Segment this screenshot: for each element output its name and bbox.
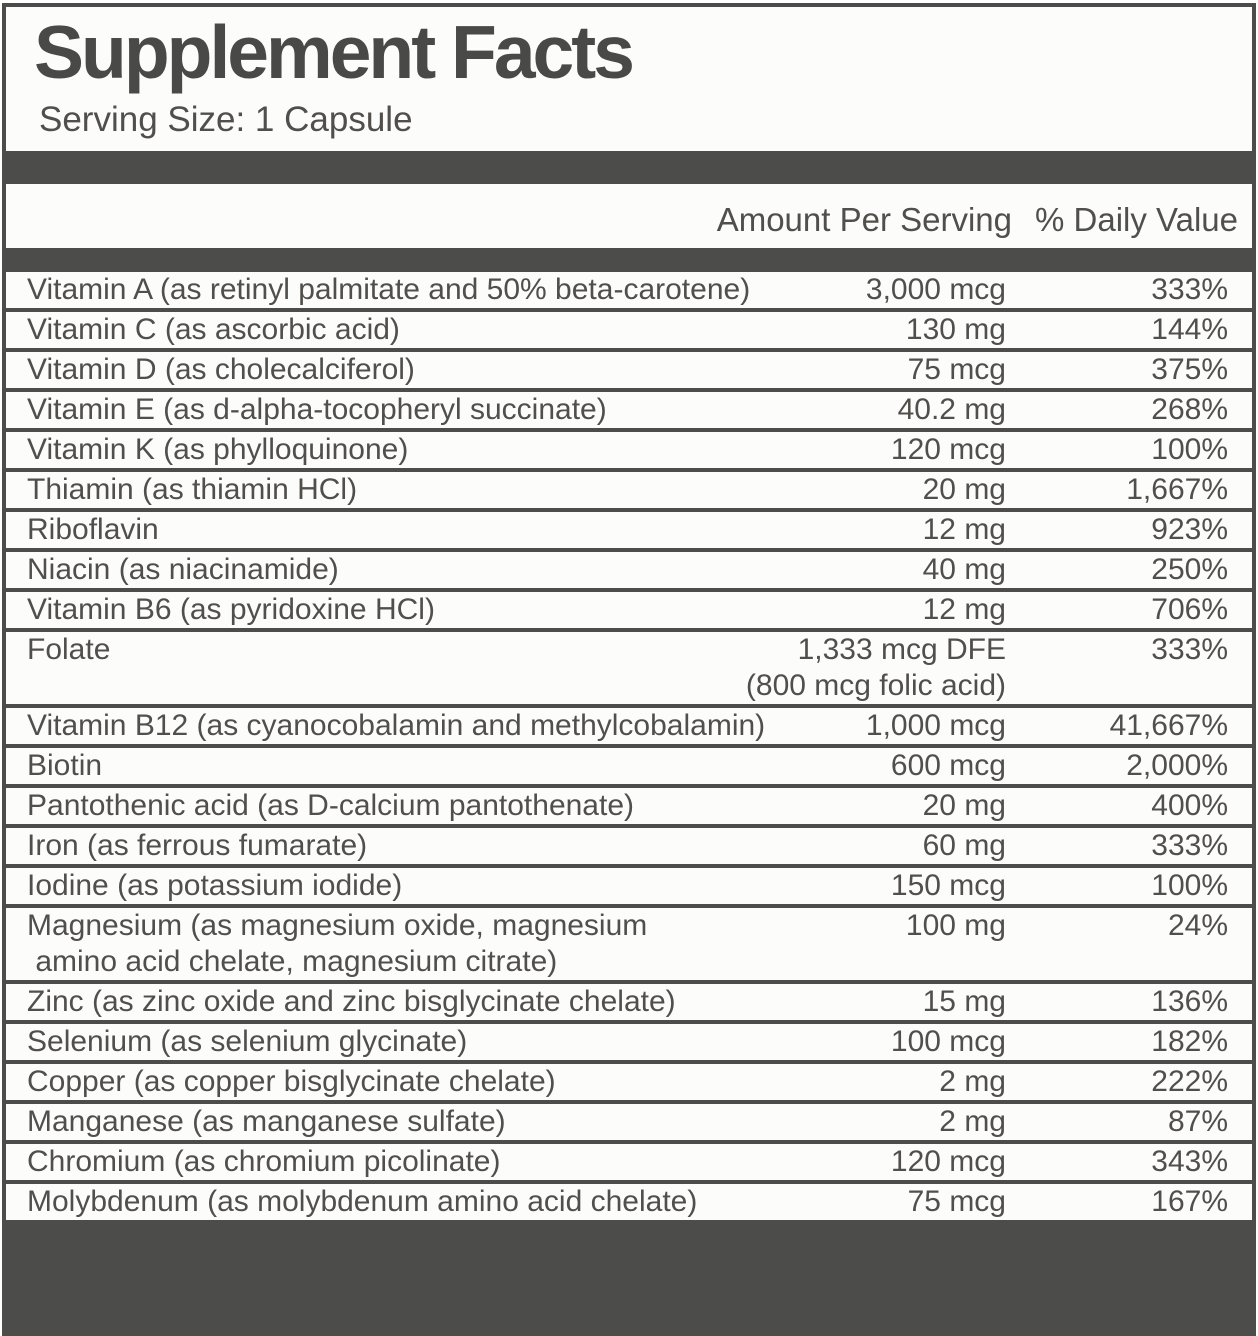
nutrient-amount (939, 1064, 1006, 1100)
nutrient-daily-value: 182% (1151, 1025, 1228, 1058)
nutrient-name: Magnesium (as magnesium oxide, magnesium (27, 909, 648, 942)
column-header-amount: Amount Per Serving (716, 201, 1012, 238)
nutrient-name: Copper (as copper bisglycinate chelate) (27, 1065, 556, 1098)
table-row (6, 1144, 1252, 1180)
nutrient-amount (891, 1144, 1006, 1180)
nutrient-amount-value: 600 mcg (890, 749, 1006, 782)
table-row (6, 392, 1252, 428)
nutrient-daily-value: 100% (1151, 869, 1228, 902)
nutrient-amount-value: 2 mg (939, 1065, 1006, 1098)
nutrient-name: Manganese (as manganese sulfate) (27, 1105, 506, 1138)
nutrient-amount (898, 392, 1006, 428)
nutrient-amount (866, 708, 1006, 744)
nutrient-daily-value: 375% (1151, 353, 1228, 386)
nutrient-name: Vitamin A (as retinyl palmitate and 50% beta-carotene) (27, 273, 751, 306)
nutrient-amount (923, 512, 1006, 548)
nutrient-amount-value: 75 mcg (907, 353, 1006, 386)
nutrient-amount (746, 632, 1006, 704)
nutrient-daily-value: 167% (1151, 1185, 1228, 1218)
nutrient-daily-value: 100% (1151, 433, 1228, 466)
nutrient-daily-value: 333% (1151, 273, 1228, 306)
nutrient-daily-value: 144% (1151, 313, 1228, 346)
nutrient-amount (891, 432, 1006, 468)
nutrient-daily-value: 41,667% (1109, 709, 1228, 742)
table-row (6, 1064, 1252, 1100)
nutrient-amount-value: 20 mg (922, 789, 1006, 822)
nutrient-name: Pantothenic acid (as D-calcium pantothenate) (27, 789, 635, 822)
table-row (6, 984, 1252, 1020)
nutrient-name: Iron (as ferrous fumarate) (27, 829, 368, 862)
table-row (6, 552, 1252, 588)
nutrient-amount-value: 1,000 mcg (865, 709, 1006, 742)
nutrient-name: Vitamin E (as d-alpha-tocopheryl succinate) (27, 393, 607, 426)
nutrient-name: Riboflavin (27, 513, 159, 546)
nutrient-amount (891, 748, 1006, 784)
nutrient-amount (923, 472, 1006, 508)
table-row (6, 1024, 1252, 1060)
nutrient-daily-value: 333% (1151, 829, 1228, 862)
bottom-band (2, 1220, 1256, 1336)
nutrient-name: Chromium (as chromium picolinate) (27, 1145, 501, 1178)
nutrient-daily-value: 343% (1151, 1145, 1228, 1178)
table-row (6, 272, 1252, 308)
table-row (6, 432, 1252, 468)
nutrient-amount (923, 552, 1006, 588)
nutrient-name: Vitamin C (as ascorbic acid) (27, 313, 400, 346)
nutrient-amount (908, 352, 1006, 388)
nutrient-amount-value: 120 mcg (890, 1145, 1006, 1178)
divider-band-header (6, 248, 1252, 272)
nutrient-amount-value: 100 mcg (890, 1025, 1006, 1058)
nutrient-daily-value: 1,667% (1126, 473, 1228, 506)
nutrient-daily-value: 24% (1167, 909, 1228, 942)
nutrient-amount-line2: (800 mcg folic acid) (745, 669, 1006, 702)
nutrient-amount (891, 1024, 1006, 1060)
nutrient-daily-value: 2,000% (1126, 749, 1228, 782)
table-row (6, 1104, 1252, 1140)
nutrient-name-line2: amino acid chelate, magnesium citrate) (27, 945, 558, 978)
table-row (6, 472, 1252, 508)
nutrient-amount-value: 1,333 mcg DFE (797, 633, 1006, 666)
nutrient-amount-value: 60 mg (922, 829, 1006, 862)
nutrient-amount-value: 120 mcg (890, 433, 1006, 466)
nutrient-amount (906, 312, 1006, 348)
nutrient-name: Molybdenum (as molybdenum amino acid chelate) (27, 1185, 698, 1218)
table-row (6, 352, 1252, 388)
nutrient-amount-value: 12 mg (922, 593, 1006, 626)
nutrient-daily-value: 136% (1151, 985, 1228, 1018)
nutrient-amount-value: 150 mcg (890, 869, 1006, 902)
nutrient-name: Vitamin K (as phylloquinone) (27, 433, 409, 466)
table-row (6, 312, 1252, 348)
nutrient-name: Thiamin (as thiamin HCl) (27, 473, 358, 506)
nutrient-name: Vitamin B6 (as pyridoxine HCl) (27, 593, 435, 626)
nutrient-name: Zinc (as zinc oxide and zinc bisglycinate chelate) (27, 985, 676, 1018)
table-row (6, 828, 1252, 864)
nutrient-name: Niacin (as niacinamide) (27, 553, 339, 586)
nutrient-daily-value: 268% (1151, 393, 1228, 426)
nutrient-amount-value: 40.2 mg (897, 393, 1006, 426)
table-row (6, 708, 1252, 744)
nutrient-amount-value: 3,000 mcg (865, 273, 1006, 306)
nutrient-name: Folate (27, 633, 111, 666)
nutrient-daily-value: 222% (1151, 1065, 1228, 1098)
table-row (6, 632, 1252, 704)
nutrient-amount-value: 20 mg (922, 473, 1006, 506)
table-row (6, 1184, 1252, 1220)
column-header-row (6, 184, 1252, 248)
nutrient-amount (923, 828, 1006, 864)
nutrient-name: Vitamin B12 (as cyanocobalamin and methylcobalamin) (27, 709, 766, 742)
nutrient-amount-value: 40 mg (922, 553, 1006, 586)
divider-band-top (6, 151, 1252, 184)
serving-size: Serving Size: 1 Capsule (39, 100, 413, 139)
nutrient-daily-value: 333% (1151, 633, 1228, 666)
table-row (6, 592, 1252, 628)
nutrient-name: Biotin (27, 749, 103, 782)
nutrient-amount-value: 100 mg (905, 909, 1006, 942)
table-row (6, 748, 1252, 784)
supplement-facts-label (2, 3, 1256, 1336)
nutrient-amount (866, 272, 1006, 308)
nutrient-daily-value: 87% (1167, 1105, 1228, 1138)
nutrient-name: Iodine (as potassium iodide) (27, 869, 403, 902)
nutrient-amount-value: 15 mg (922, 985, 1006, 1018)
nutrient-daily-value: 923% (1151, 513, 1228, 546)
nutrient-rows (6, 272, 1252, 1220)
nutrient-amount (939, 1104, 1006, 1140)
title-section (6, 7, 1252, 151)
table-row (6, 908, 1252, 980)
nutrient-amount-value: 75 mcg (907, 1185, 1006, 1218)
nutrient-name: Vitamin D (as cholecalciferol) (27, 353, 415, 386)
nutrient-daily-value: 400% (1151, 789, 1228, 822)
column-header-daily-value: % Daily Value (1035, 201, 1238, 238)
nutrient-amount (923, 984, 1006, 1020)
nutrient-amount-value: 12 mg (922, 513, 1006, 546)
nutrient-amount (923, 788, 1006, 824)
nutrient-daily-value: 250% (1151, 553, 1228, 586)
table-row (6, 512, 1252, 548)
nutrient-daily-value: 706% (1151, 593, 1228, 626)
nutrient-name: Selenium (as selenium glycinate) (27, 1025, 468, 1058)
nutrient-amount (891, 868, 1006, 904)
page-title: Supplement Facts (34, 10, 632, 94)
table-row (6, 788, 1252, 824)
nutrient-amount-value: 2 mg (939, 1105, 1006, 1138)
nutrient-amount (923, 592, 1006, 628)
nutrient-amount (908, 1184, 1006, 1220)
nutrient-amount (906, 908, 1006, 944)
nutrient-amount-value: 130 mg (905, 313, 1006, 346)
table-row (6, 868, 1252, 904)
